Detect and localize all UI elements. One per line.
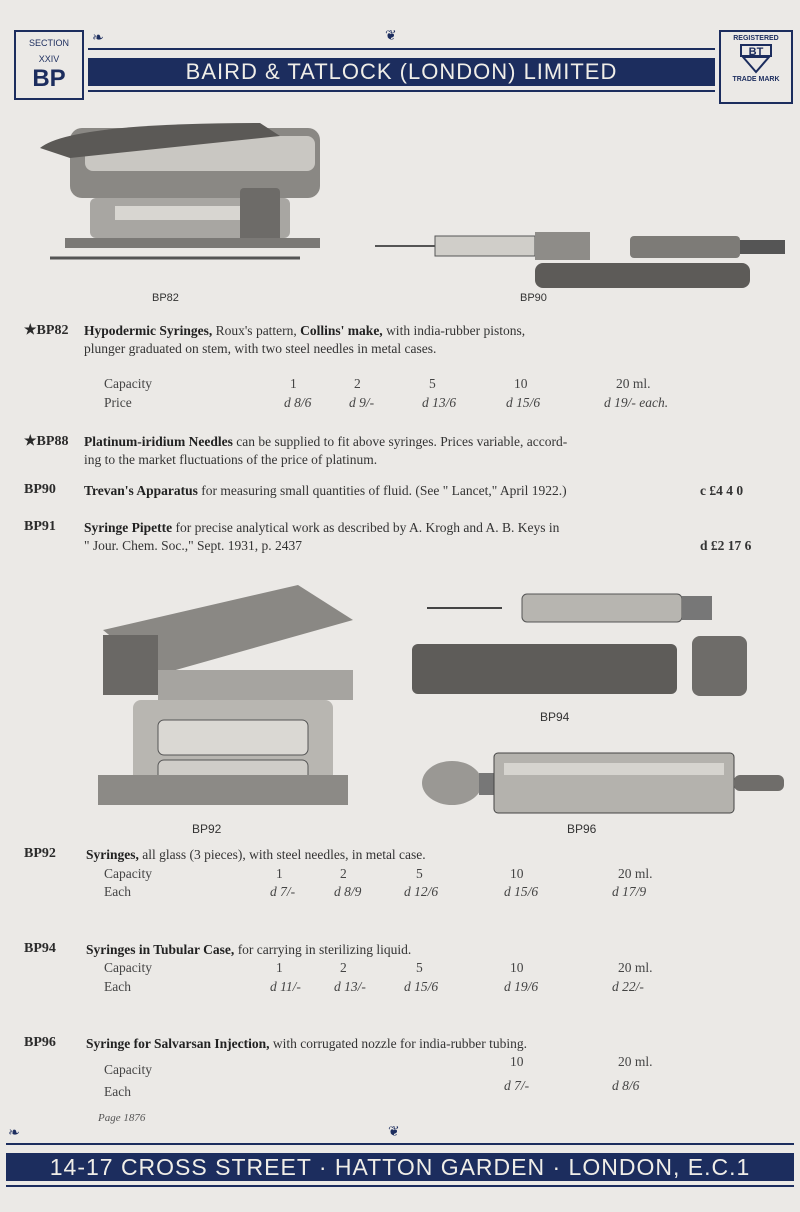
flourish-footer-left: ❧ [8, 1125, 20, 1141]
item-description [84, 322, 774, 358]
item-description [84, 482, 684, 500]
row-value: 2 [354, 376, 361, 391]
bp82-syringe-case-image [30, 118, 320, 278]
row-value: d 13/6 [422, 395, 457, 410]
footer-rule-bottom [6, 1185, 794, 1187]
capacity-row [104, 376, 744, 394]
item-code: BP90 [24, 482, 56, 497]
row-value: d 22/- [612, 979, 644, 994]
bp96-salvarsan-syringe-image [414, 745, 786, 817]
item-desc-b: with india-rubber pistons, [382, 323, 526, 338]
item-title: Syringes, [86, 847, 139, 862]
row-value: 2 [340, 960, 347, 975]
item-price: c £4 4 0 [700, 483, 744, 498]
flourish-left: ❧ [92, 30, 104, 46]
item-title: Trevan's Apparatus [84, 483, 198, 498]
section-number: XXIV [38, 54, 60, 64]
row-value: 5 [416, 866, 423, 881]
row-value: d 11/- [270, 979, 301, 994]
item-desc-line1: with corrugated nozzle for india-rubber tubing. [269, 1036, 528, 1051]
row-value: d 19/6 [504, 979, 539, 994]
page-number: Page 1876 [98, 1112, 146, 1124]
row-value: d 12/6 [404, 884, 439, 899]
figure-caption-bp94: BP94 [540, 710, 570, 724]
row-value: d 13/- [334, 979, 366, 994]
figure-caption-bp96: BP96 [567, 822, 597, 836]
row-value: d 8/6 [612, 1078, 640, 1093]
row-label: Capacity [104, 1062, 152, 1077]
row-label: Capacity [104, 960, 152, 975]
item-description [84, 519, 724, 555]
row-label: Capacity [104, 866, 152, 881]
row-value: d 8/6 [284, 395, 312, 410]
item-title: Syringe for Salvarsan Injection, [86, 1036, 270, 1051]
row-label: Price [104, 395, 132, 410]
bp90-trevan-apparatus-image [375, 228, 790, 293]
row-value: 20 ml. [618, 960, 653, 975]
row-value: d 15/6 [504, 884, 539, 899]
row-value: 5 [429, 376, 436, 391]
item-code: BP96 [24, 1035, 56, 1050]
item-title: Platinum-iridium Needles [84, 434, 233, 449]
section-code: BP [32, 65, 66, 92]
item-price: d £2 17 6 [700, 538, 752, 553]
item-code: BP91 [24, 519, 56, 534]
row-value: 1 [290, 376, 297, 391]
row-label: Each [104, 979, 131, 994]
row-value: 1 [276, 960, 283, 975]
item-description [86, 941, 726, 959]
row-value: d 17/9 [612, 884, 647, 899]
item-desc-line1: for measuring small quantities of fluid. (See " Lancet," April 1922.) [197, 483, 567, 498]
row-value: d 15/6 [404, 979, 439, 994]
header-rule-bottom [88, 90, 715, 92]
row-value: 20 ml. [618, 1054, 653, 1069]
row-value: 1 [276, 866, 283, 881]
section-badge [14, 30, 84, 100]
header-rule-top [88, 48, 715, 50]
item-desc-line1: for precise analytical work as described by A. Krogh and A. B. Keys in [172, 520, 560, 535]
row-value: 10 [510, 960, 524, 975]
item-desc-a: Roux's pattern, [212, 323, 301, 338]
trademark-top: REGISTERED [733, 35, 779, 42]
item-description [84, 433, 774, 469]
price-row [104, 1078, 724, 1099]
price-row [104, 884, 724, 902]
company-banner: BAIRD & TATLOCK (LONDON) LIMITED [88, 58, 715, 86]
row-value: d 19/- each. [604, 395, 669, 410]
item-desc-line1: all glass (3 pieces), with steel needles, in metal case. [138, 847, 426, 862]
item-code: BP92 [24, 846, 56, 861]
item-title: Syringe Pipette [84, 520, 173, 535]
figure-caption-bp92: BP92 [192, 822, 222, 836]
row-label: Capacity [104, 376, 152, 391]
flourish-footer-center: ❦ [388, 1124, 400, 1140]
row-value: 10 [514, 376, 528, 391]
row-label: Each [104, 884, 131, 899]
item-desc-line2: " Jour. Chem. Soc.," Sept. 1931, p. 2437 [84, 538, 303, 553]
item-desc-bold: Collins' make, [300, 323, 383, 338]
item-desc-line1: for carrying in sterilizing liquid. [234, 942, 412, 957]
capacity-row [104, 866, 724, 884]
capacity-row [104, 960, 724, 978]
item-code: ★BP82 [24, 323, 69, 338]
footer-rule-top [6, 1143, 794, 1145]
item-title: Hypodermic Syringes, [84, 323, 213, 338]
item-code: BP94 [24, 941, 56, 956]
row-value: d 15/6 [506, 395, 541, 410]
bp94-tubular-case-image [412, 586, 752, 698]
item-description [86, 846, 726, 864]
trademark-bottom: TRADE MARK [732, 76, 780, 83]
bp92-glass-syringes-image [98, 580, 360, 818]
row-value: d 9/- [349, 395, 375, 410]
row-value: 10 [510, 866, 524, 881]
figure-caption-bp90: BP90 [520, 292, 547, 304]
row-value: 2 [340, 866, 347, 881]
item-desc-line2: plunger graduated on stem, with two steel needles in metal cases. [84, 341, 437, 356]
figure-caption-bp82: BP82 [152, 292, 179, 304]
row-value: 20 ml. [616, 376, 651, 391]
price-row [104, 395, 744, 413]
item-desc-line1: can be supplied to fit above syringes. Prices variable, accord- [232, 434, 568, 449]
section-label: SECTION [28, 38, 69, 48]
row-label: Each [104, 1084, 131, 1099]
trademark-letters: BT [748, 46, 764, 58]
row-value: 10 [510, 1054, 524, 1069]
row-value: d 8/9 [334, 884, 362, 899]
row-value: 20 ml. [618, 866, 653, 881]
trademark-badge [719, 30, 793, 104]
item-title: Syringes in Tubular Case, [86, 942, 235, 957]
item-code: ★BP88 [24, 434, 69, 449]
flourish-center: ❦ [385, 28, 397, 44]
row-value: d 7/- [270, 884, 296, 899]
address-banner: 14-17 CROSS STREET · HATTON GARDEN · LONDON, E.C.1 [6, 1153, 794, 1181]
item-desc-line2: ing to the market fluctuations of the price of platinum. [84, 452, 378, 467]
price-row [104, 979, 724, 997]
row-value: d 7/- [504, 1078, 530, 1093]
item-description [86, 1035, 726, 1053]
row-value: 5 [416, 960, 423, 975]
